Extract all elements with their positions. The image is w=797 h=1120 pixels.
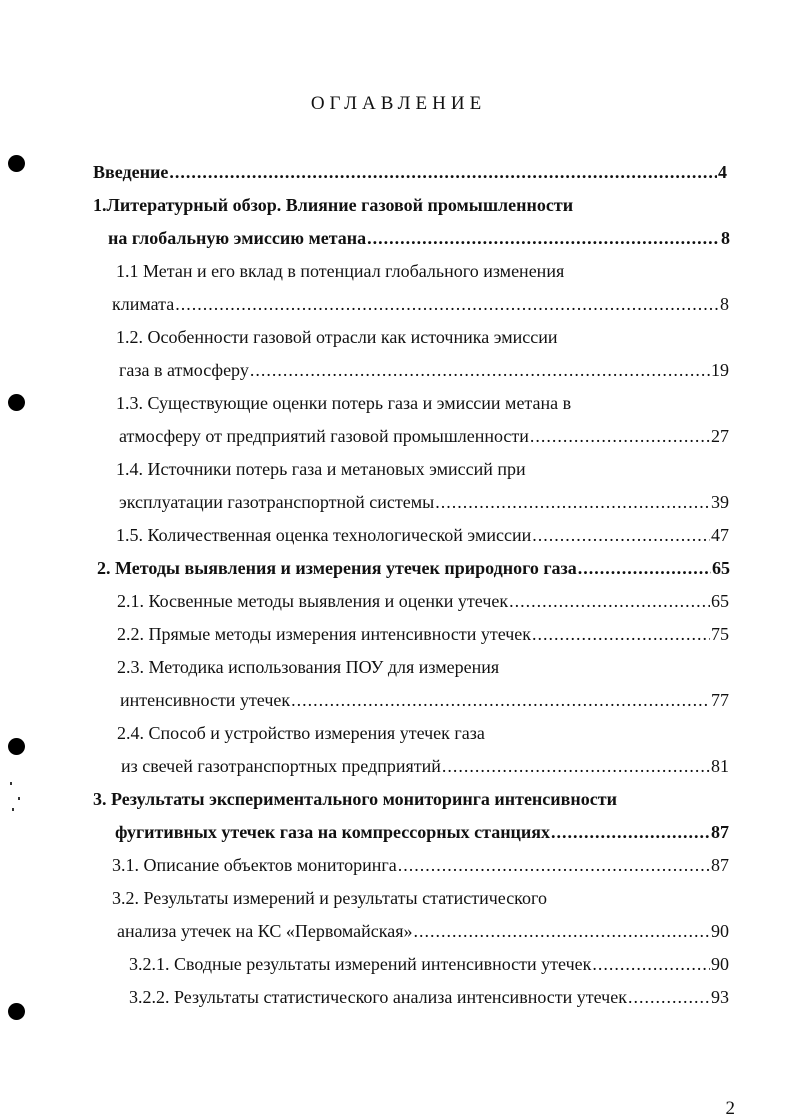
toc-entry-page: 65	[712, 558, 730, 578]
dot-leader	[169, 161, 717, 183]
toc-entry-page: 39	[711, 492, 729, 512]
toc-entry-2-1[interactable]	[117, 590, 729, 612]
toc-entry-text: фугитивных утечек газа на компрессорных станциях	[115, 822, 551, 842]
toc-entry-1-3-line1[interactable]	[116, 392, 571, 414]
toc-entry-page: 8	[720, 294, 729, 314]
toc-entry-2-4-line2[interactable]	[121, 755, 729, 777]
dot-leader	[578, 557, 711, 579]
toc-entry-page: 87	[711, 822, 729, 842]
punch-hole	[8, 394, 25, 411]
page-number: 2	[725, 1098, 735, 1119]
toc-entry-text: 3.1. Описание объектов мониторинга	[112, 855, 397, 875]
toc-entry-page: 4	[718, 162, 727, 182]
toc-entry-text: газа в атмосферу	[119, 360, 249, 380]
toc-entry-1-5[interactable]	[116, 524, 729, 546]
toc-entry-page: 90	[711, 954, 729, 974]
dot-leader	[530, 425, 710, 447]
dot-leader	[532, 524, 710, 546]
toc-entry-text: Введение	[93, 162, 169, 182]
dot-leader	[551, 821, 710, 843]
scan-speck	[12, 808, 14, 811]
toc-entry-text: 2.1. Косвенные методы выявления и оценки утечек	[117, 591, 509, 611]
toc-entry-ch2[interactable]	[97, 557, 730, 579]
toc-entry-1-4-line2[interactable]	[119, 491, 729, 513]
toc-entry-page: 75	[711, 624, 729, 644]
toc-entry-ch1-line2[interactable]	[108, 227, 730, 249]
toc-title: ОГЛАВЛЕНИЕ	[310, 93, 487, 114]
dot-leader	[628, 986, 710, 1008]
toc-entry-text: 1.2. Особенности газовой отрасли как источника эмиссии	[116, 327, 558, 347]
toc-entry-1-3-line2[interactable]	[119, 425, 729, 447]
toc-entry-1-2-line1[interactable]	[116, 326, 558, 348]
dot-leader	[442, 755, 710, 777]
toc-entry-1-2-line2[interactable]	[119, 359, 729, 381]
toc-entry-text: эксплуатации газотранспортной системы	[119, 492, 435, 512]
toc-entry-2-3-line2[interactable]	[120, 689, 729, 711]
toc-entry-page: 77	[711, 690, 729, 710]
dot-leader	[175, 293, 719, 315]
toc-entry-intro[interactable]	[93, 161, 727, 183]
toc-entry-3-1[interactable]	[112, 854, 729, 876]
toc-entry-text: 2.3. Методика использования ПОУ для измерения	[117, 657, 500, 677]
scan-speck	[18, 797, 20, 800]
toc-entry-text: 1.3. Существующие оценки потерь газа и эмиссии метана в	[116, 393, 572, 413]
dot-leader	[250, 359, 710, 381]
dot-leader	[398, 854, 710, 876]
dot-leader	[367, 227, 720, 249]
toc-entry-text: 3.2.2. Результаты статистического анализа интенсивности утечек	[129, 987, 627, 1007]
toc-entry-text: интенсивности утечек	[120, 690, 291, 710]
dot-leader	[435, 491, 710, 513]
toc-entry-text: анализа утечек на КС «Первомайская»	[117, 921, 413, 941]
toc-entry-page: 8	[721, 228, 730, 248]
toc-entry-text: 2. Методы выявления и измерения утечек природного газа	[97, 558, 577, 578]
dot-leader	[291, 689, 710, 711]
toc-entry-3-2-1[interactable]	[129, 953, 729, 975]
punch-hole	[8, 1003, 25, 1020]
toc-entry-text: атмосферу от предприятий газовой промышленности	[119, 426, 529, 446]
dot-leader	[592, 953, 710, 975]
toc-entry-1-1-line1[interactable]	[116, 260, 564, 282]
toc-entry-page: 19	[711, 360, 729, 380]
toc-entry-text: 1.1 Метан и его вклад в потенциал глобального изменения	[116, 261, 565, 281]
toc-entry-text: из свечей газотранспортных предприятий	[121, 756, 441, 776]
toc-entry-page: 81	[711, 756, 729, 776]
toc-entry-ch3-line2[interactable]	[115, 821, 729, 843]
toc-entry-text: 1.4. Источники потерь газа и метановых эмиссий при	[116, 459, 526, 479]
toc-entry-text: 2.2. Прямые методы измерения интенсивности утечек	[117, 624, 532, 644]
toc-entry-ch1-line1[interactable]	[93, 194, 573, 216]
toc-entry-text: на глобальную эмиссию метана	[108, 228, 367, 248]
toc-entry-text: 2.4. Способ и устройство измерения утечек газа	[117, 723, 485, 743]
toc-entry-ch3-line1[interactable]	[93, 788, 617, 810]
toc-entry-2-2[interactable]	[117, 623, 729, 645]
toc-entry-page: 93	[711, 987, 729, 1007]
toc-entry-2-3-line1[interactable]	[117, 656, 499, 678]
toc-entry-page: 65	[711, 591, 729, 611]
toc-entry-text: климата	[112, 294, 175, 314]
toc-entry-2-4-line1[interactable]	[117, 722, 485, 744]
punch-hole	[8, 738, 25, 755]
toc-entry-3-2-line1[interactable]	[112, 887, 547, 909]
dot-leader	[509, 590, 710, 612]
toc-entry-text: 1.Литературный обзор. Влияние газовой промышленности	[93, 195, 574, 215]
toc-entry-page: 90	[711, 921, 729, 941]
toc-entry-page: 87	[711, 855, 729, 875]
toc-entry-text: 1.5. Количественная оценка технологической эмиссии	[116, 525, 532, 545]
toc-entry-1-4-line1[interactable]	[116, 458, 526, 480]
punch-hole	[8, 155, 25, 172]
toc-entry-text: 3.2. Результаты измерений и результаты статистического	[112, 888, 547, 908]
toc-entry-page: 27	[711, 426, 729, 446]
toc-entry-text: 3. Результаты экспериментального мониторинга интенсивности	[93, 789, 617, 809]
toc-entry-1-1-line2[interactable]	[112, 293, 729, 315]
scan-speck	[10, 782, 12, 785]
toc-entry-3-2-line2[interactable]	[117, 920, 729, 942]
toc-entry-page: 47	[711, 525, 729, 545]
toc-entry-text: 3.2.1. Сводные результаты измерений интенсивности утечек	[129, 954, 592, 974]
dot-leader	[532, 623, 710, 645]
dot-leader	[414, 920, 710, 942]
toc-entry-3-2-2[interactable]	[129, 986, 729, 1008]
